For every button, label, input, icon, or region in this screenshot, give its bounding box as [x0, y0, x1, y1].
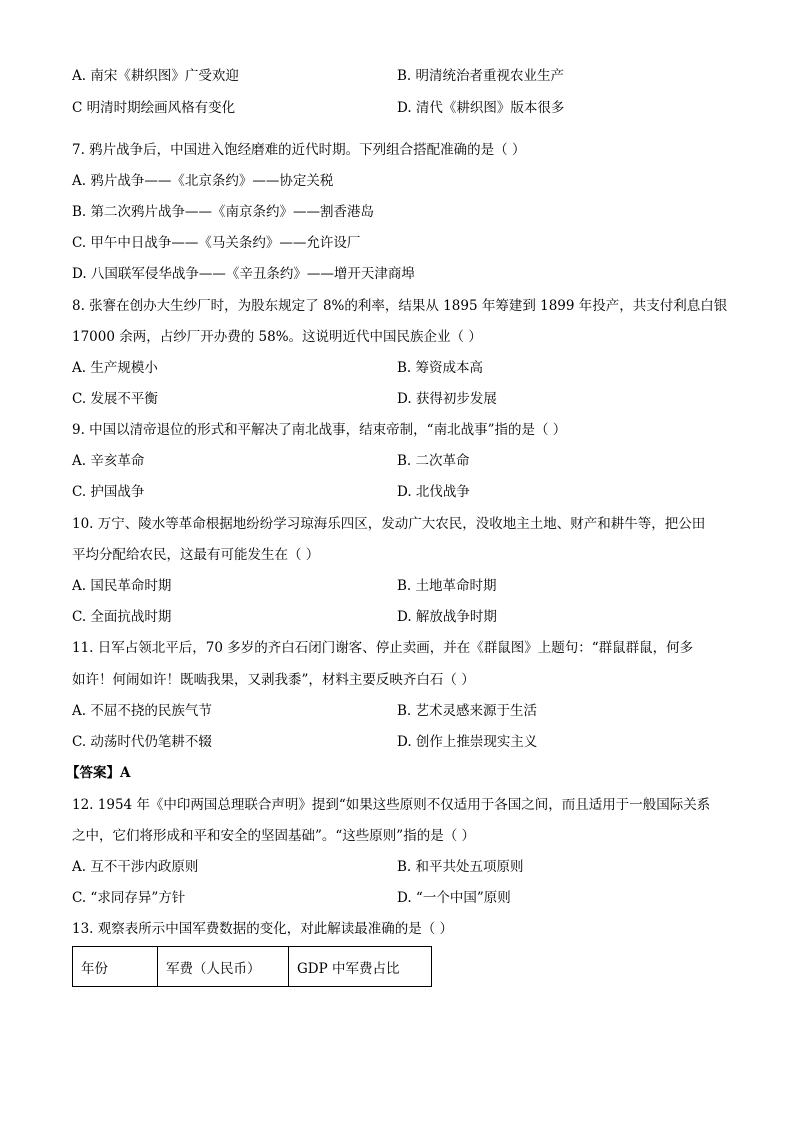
q9-option-b: B. 二次革命 — [397, 453, 470, 469]
q10-stem-line2: 平均分配给农民，这最有可能发生在（ ） — [72, 547, 320, 563]
table-header-gdp-ratio: GDP 中军费占比 — [289, 947, 432, 987]
q12-option-d: D. “一个中国”原则 — [397, 890, 511, 906]
q7-option-b: B. 第二次鸦片战争——《南京条约》——割香港岛 — [72, 204, 375, 220]
q12-stem-line1: 12. 1954 年《中印两国总理联合声明》提到“如果这些原则不仅适用于各国之间，而且适用于一般国际关系 — [72, 797, 711, 813]
q6-option-a: A. 南宋《耕织图》广受欢迎 — [72, 68, 239, 84]
q13-stem: 13. 观察表所示中国军费数据的变化，对此解读最准确的是（ ） — [72, 921, 454, 937]
military-spending-table — [72, 946, 432, 987]
table-header-year: 年份 — [73, 947, 158, 987]
q12-option-b: B. 和平共处五项原则 — [397, 859, 524, 875]
q6-option-b: B. 明清统治者重视农业生产 — [397, 68, 565, 84]
q9-option-c: C. 护国战争 — [72, 484, 145, 500]
q11-option-a: A. 不屈不挠的民族气节 — [72, 703, 212, 719]
q12-option-c: C. “求同存异”方针 — [72, 890, 186, 906]
q10-option-a: A. 国民革命时期 — [72, 578, 172, 594]
q8-option-b: B. 筹资成本高 — [397, 360, 484, 376]
q8-option-a: A. 生产规模小 — [72, 360, 158, 376]
q8-option-c: C. 发展不平衡 — [72, 391, 158, 407]
q11-answer: 【答案】A — [66, 765, 131, 781]
q6-option-c: C 明清时期绘画风格有变化 — [72, 100, 236, 116]
q7-option-d: D. 八国联军侵华战争——《辛丑条约》——增开天津商埠 — [72, 266, 415, 282]
q10-option-d: D. 解放战争时期 — [397, 609, 497, 625]
q9-stem: 9. 中国以清帝退位的形式和平解决了南北战事，结束帝制，“南北战事”指的是（ ） — [72, 422, 567, 438]
q8-stem-line2: 17000 余两，占纱厂开办费的 58%。这说明近代中国民族企业（ ） — [72, 329, 482, 345]
q8-option-d: D. 获得初步发展 — [397, 391, 497, 407]
q10-option-c: C. 全面抗战时期 — [72, 609, 172, 625]
q11-option-b: B. 艺术灵感来源于生活 — [397, 703, 538, 719]
q11-stem-line2: 如许！何闹如许！既啮我果，又剥我黍”，材料主要反映齐白石（ ） — [72, 672, 475, 688]
q10-option-b: B. 土地革命时期 — [397, 578, 497, 594]
q10-stem-line1: 10. 万宁、陵水等革命根据地纷纷学习琼海乐四区，发动广大农民，没收地主土地、财产和耕牛等，把公田 — [72, 516, 706, 532]
q11-stem-line1: 11. 日军占领北平后，70 多岁的齐白石闭门谢客、停止卖画，并在《群鼠图》上题句：“群鼠群鼠，何多 — [72, 640, 694, 656]
q12-option-a: A. 互不干涉内政原则 — [72, 859, 199, 875]
q7-stem: 7. 鸦片战争后，中国进入饱经磨难的近代时期。下列组合搭配准确的是（ ） — [72, 142, 526, 158]
q6-option-d: D. 清代《耕织图》版本很多 — [397, 100, 565, 116]
q7-option-c: C. 甲午中日战争——《马关条约》——允许设厂 — [72, 235, 361, 251]
q8-stem-line1: 8. 张謇在创办大生纱厂时，为股东规定了 8%的利率，结果从 1895 年筹建到 1899 年投产，共支付利息白银 — [72, 298, 728, 314]
q12-stem-line2: 之中，它们将形成和平和安全的坚固基础”。“这些原则”指的是（ ） — [72, 828, 475, 844]
table-header-spending: 军费（人民币） — [158, 947, 289, 987]
q7-option-a: A. 鸦片战争——《北京条约》——协定关税 — [72, 173, 334, 189]
q11-option-d: D. 创作上推崇现实主义 — [397, 734, 538, 750]
table-header-row — [73, 947, 432, 987]
q9-option-d: D. 北伐战争 — [397, 484, 470, 500]
q9-option-a: A. 辛亥革命 — [72, 453, 145, 469]
q11-option-c: C. 动荡时代仍笔耕不辍 — [72, 734, 212, 750]
